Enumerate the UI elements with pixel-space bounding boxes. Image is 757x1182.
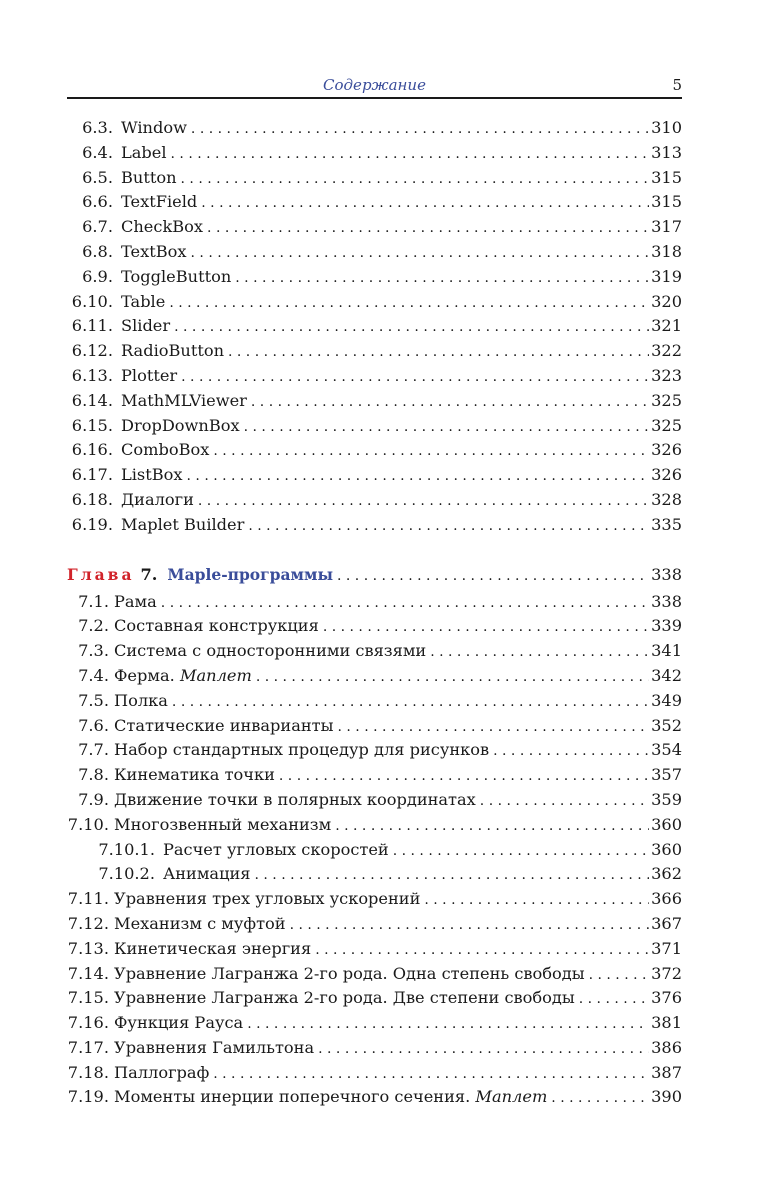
entry-number: 7.6.	[78, 715, 109, 735]
entry-page: 321	[651, 316, 682, 336]
toc-entry[interactable]	[67, 838, 682, 863]
leader-dots	[171, 142, 650, 167]
leader-dots	[255, 863, 650, 888]
entry-title: Label	[121, 142, 167, 162]
leader-dots	[323, 615, 649, 640]
chapter-7-heading[interactable]	[67, 560, 682, 590]
leader-dots	[251, 390, 649, 415]
leader-dots	[161, 591, 649, 616]
entry-number: 6.12.	[71, 341, 113, 361]
entry-page: 360	[651, 839, 682, 859]
toc-entry[interactable]	[67, 513, 682, 538]
toc-entry[interactable]	[67, 788, 682, 813]
toc-entry[interactable]	[67, 314, 682, 339]
entry-number: 7.10.	[67, 814, 109, 834]
toc-entry[interactable]	[67, 738, 682, 763]
leader-dots	[207, 216, 649, 241]
toc-entry[interactable]	[67, 215, 682, 240]
toc-entry[interactable]	[67, 166, 682, 191]
entry-number: 6.8.	[82, 241, 113, 261]
entry-title: Паллограф	[114, 1062, 210, 1082]
leader-dots	[187, 464, 650, 489]
entry-title: Расчет угловых скоростей	[163, 839, 389, 859]
entry-number: 7.7.	[78, 740, 109, 760]
toc-entry[interactable]	[67, 488, 682, 513]
leader-dots	[181, 365, 649, 390]
entry-title: Движение точки в полярных координатах	[114, 789, 476, 809]
toc-entry[interactable]	[67, 290, 682, 315]
leader-dots	[213, 1062, 649, 1087]
entry-number: 7.10.1.	[98, 839, 155, 859]
entry-page: 376	[651, 988, 682, 1008]
chapter-page: 338	[651, 564, 682, 584]
entry-title: RadioButton	[121, 341, 224, 361]
entry-page: 360	[651, 814, 682, 834]
entry-title: Кинетическая энергия	[114, 938, 312, 958]
entry-number: 7.13.	[67, 938, 109, 958]
entry-page: 371	[651, 938, 682, 958]
leader-dots	[235, 266, 649, 291]
entry-title: Кинематика точки	[114, 765, 275, 785]
entry-number: 7.12.	[67, 913, 109, 933]
entry-page: 349	[651, 690, 682, 710]
entry-title: Уравнения Гамильтона	[114, 1037, 315, 1057]
entry-number: 7.18.	[67, 1062, 109, 1082]
leader-dots	[213, 439, 649, 464]
entry-title: Slider	[121, 316, 171, 336]
entry-page: 335	[651, 514, 682, 534]
entry-title: TextField	[121, 192, 198, 212]
entry-title: Уравнение Лагранжа 2-го рода. Две степени свободы	[114, 988, 575, 1008]
entry-page: 320	[651, 291, 682, 311]
entry-page: 315	[651, 192, 682, 212]
leader-dots	[174, 315, 649, 340]
entry-page: 352	[651, 715, 682, 735]
entry-number: 6.5.	[82, 167, 113, 187]
leader-dots	[169, 291, 649, 316]
entry-number: 7.4.	[78, 665, 109, 685]
entry-number: 6.15.	[71, 415, 113, 435]
entry-page: 362	[651, 864, 682, 884]
leader-dots	[172, 690, 649, 715]
entry-title: Button	[121, 167, 177, 187]
leader-dots	[290, 913, 650, 938]
leader-dots	[338, 715, 650, 740]
table-of-contents	[67, 116, 682, 1110]
entry-title: Table	[121, 291, 166, 311]
entry-page: 359	[651, 789, 682, 809]
leader-dots	[551, 1086, 649, 1111]
entry-page: 390	[651, 1087, 682, 1107]
toc-entry[interactable]	[67, 141, 682, 166]
toc-entry[interactable]	[67, 389, 682, 414]
entry-title: Система с односторонними связями	[114, 641, 427, 661]
toc-entry[interactable]	[67, 763, 682, 788]
header-rule	[67, 97, 682, 99]
leader-dots	[279, 764, 649, 789]
section-7-10-subentries	[67, 838, 682, 888]
chapter-number: 7.	[140, 564, 158, 584]
toc-entry[interactable]	[67, 962, 682, 987]
entry-title: Plotter	[121, 365, 178, 385]
entry-number: 6.7.	[82, 217, 113, 237]
entry-title: Анимация	[163, 864, 251, 884]
toc-entry[interactable]	[67, 986, 682, 1011]
entry-page: 342	[651, 665, 682, 685]
entry-page: 325	[651, 415, 682, 435]
entry-number: 6.4.	[82, 142, 113, 162]
entry-title: Полка	[114, 690, 168, 710]
entry-number: 6.11.	[71, 316, 113, 336]
leader-dots	[493, 739, 649, 764]
toc-entry[interactable]	[67, 1085, 682, 1110]
entry-title: Функция Рауса	[114, 1013, 244, 1033]
toc-entry[interactable]	[67, 1061, 682, 1086]
leader-dots	[315, 938, 649, 963]
entry-title: Рама	[114, 591, 157, 611]
entry-number: 7.11.	[67, 889, 109, 909]
entry-title: ToggleButton	[121, 266, 232, 286]
toc-entry[interactable]	[67, 614, 682, 639]
entry-number: 7.1.	[78, 591, 109, 611]
leader-dots	[248, 514, 649, 539]
entry-number: 6.16.	[71, 440, 113, 460]
toc-entry[interactable]	[67, 689, 682, 714]
toc-entry[interactable]	[67, 190, 682, 215]
section-7-entries	[67, 590, 682, 838]
leader-dots	[244, 415, 649, 440]
entry-title: Набор стандартных процедур для рисунков	[114, 740, 490, 760]
entry-page: 323	[651, 365, 682, 385]
entry-page: 328	[651, 489, 682, 509]
leader-dots	[191, 117, 649, 142]
entry-number: 6.3.	[82, 118, 113, 137]
section-7-entries-continued	[67, 887, 682, 1110]
entry-page: 317	[651, 217, 682, 237]
entry-title: ListBox	[121, 465, 183, 485]
toc-entry[interactable]	[67, 339, 682, 364]
leader-dots	[201, 191, 649, 216]
toc-entry[interactable]	[67, 265, 682, 290]
entry-number: 6.14.	[71, 390, 113, 410]
entry-page: 325	[651, 390, 682, 410]
entry-number: 7.14.	[67, 963, 109, 983]
entry-number: 7.5.	[78, 690, 109, 710]
entry-number: 7.15.	[67, 988, 109, 1008]
entry-title: ComboBox	[121, 440, 210, 460]
entry-title: DropDownBox	[121, 415, 240, 435]
leader-dots	[191, 241, 650, 266]
entry-page: 339	[651, 616, 682, 636]
toc-entry[interactable]	[67, 887, 682, 912]
entry-title: Моменты инерции поперечного сечения. Маплет	[114, 1087, 548, 1107]
entry-title: CheckBox	[121, 217, 204, 237]
entry-number: 7.10.2.	[98, 864, 155, 884]
entry-title: Механизм с муфтой	[114, 913, 286, 933]
toc-entry[interactable]	[67, 639, 682, 664]
entry-page: 366	[651, 889, 682, 909]
entry-page: 381	[651, 1013, 682, 1033]
entry-title-italic: Маплет	[475, 1087, 548, 1107]
entry-page: 387	[651, 1062, 682, 1082]
entry-page: 357	[651, 765, 682, 785]
entry-title: Диалоги	[121, 489, 194, 509]
entry-page: 372	[651, 963, 682, 983]
entry-number: 6.13.	[71, 365, 113, 385]
entry-number: 6.10.	[71, 291, 113, 311]
entry-page: 313	[651, 142, 682, 162]
entry-page: 386	[651, 1037, 682, 1057]
entry-number: 6.9.	[82, 266, 113, 286]
entry-page: 367	[651, 913, 682, 933]
entry-number: 7.2.	[78, 616, 109, 636]
leader-dots	[589, 963, 650, 988]
leader-dots	[198, 489, 649, 514]
leader-dots	[181, 167, 650, 192]
toc-entry[interactable]	[67, 912, 682, 937]
entry-title: Window	[121, 118, 187, 137]
entry-page: 326	[651, 465, 682, 485]
toc-entry[interactable]	[67, 1036, 682, 1061]
entry-number: 7.9.	[78, 789, 109, 809]
chapter-label: Глава	[67, 564, 135, 584]
leader-dots	[480, 789, 649, 814]
toc-entry[interactable]	[67, 862, 682, 887]
entry-title: Составная конструкция	[114, 616, 319, 636]
toc-entry[interactable]	[67, 414, 682, 439]
toc-entry[interactable]	[67, 1011, 682, 1036]
toc-entry[interactable]	[67, 438, 682, 463]
leader-dots	[318, 1037, 649, 1062]
entry-number: 6.18.	[71, 489, 113, 509]
entry-page: 315	[651, 167, 682, 187]
chapter-title: Maple-программы	[167, 564, 333, 584]
toc-entry[interactable]	[67, 813, 682, 838]
toc-entry[interactable]	[67, 590, 682, 615]
section-6-entries	[67, 116, 682, 538]
leader-dots	[335, 814, 649, 839]
entry-title: Уравнения трех угловых ускорений	[114, 889, 421, 909]
entry-page: 341	[651, 641, 682, 661]
toc-entry[interactable]	[67, 116, 682, 141]
entry-title: MathMLViewer	[121, 390, 247, 410]
entry-title-italic: Маплет	[179, 665, 252, 685]
toc-entry[interactable]	[67, 240, 682, 265]
entry-title: TextBox	[121, 241, 187, 261]
toc-entry[interactable]	[67, 937, 682, 962]
entry-page: 338	[651, 591, 682, 611]
entry-number: 7.19.	[67, 1087, 109, 1107]
entry-title: Maplet Builder	[121, 514, 245, 534]
entry-title: Уравнение Лагранжа 2-го рода. Одна степень свободы	[114, 963, 585, 983]
leader-dots	[228, 340, 649, 365]
entry-number: 7.17.	[67, 1037, 109, 1057]
leader-dots	[256, 665, 649, 690]
entry-number: 6.17.	[71, 465, 113, 485]
leader-dots	[337, 561, 649, 591]
entry-page: 322	[651, 341, 682, 361]
leader-dots	[247, 1012, 649, 1037]
entry-number: 6.6.	[82, 192, 113, 212]
running-header	[67, 76, 682, 98]
entry-page: 354	[651, 740, 682, 760]
toc-entry[interactable]	[67, 463, 682, 488]
entry-page: 319	[651, 266, 682, 286]
toc-entry[interactable]	[67, 714, 682, 739]
entry-title: Многозвенный механизм	[114, 814, 332, 834]
entry-title: Статические инварианты	[114, 715, 334, 735]
leader-dots	[424, 888, 649, 913]
entry-page: 318	[651, 241, 682, 261]
header-page-number: 5	[672, 76, 682, 94]
entry-number: 7.3.	[78, 641, 109, 661]
leader-dots	[393, 839, 649, 864]
entry-title: Ферма. Маплет	[114, 665, 252, 685]
toc-entry[interactable]	[67, 364, 682, 389]
entry-page: 326	[651, 440, 682, 460]
header-title: Содержание	[323, 76, 426, 94]
entry-number: 6.19.	[71, 514, 113, 534]
entry-page: 310	[651, 118, 682, 137]
entry-number: 7.8.	[78, 765, 109, 785]
leader-dots	[579, 987, 649, 1012]
toc-entry[interactable]	[67, 664, 682, 689]
leader-dots	[430, 640, 649, 665]
entry-number: 7.16.	[67, 1013, 109, 1033]
